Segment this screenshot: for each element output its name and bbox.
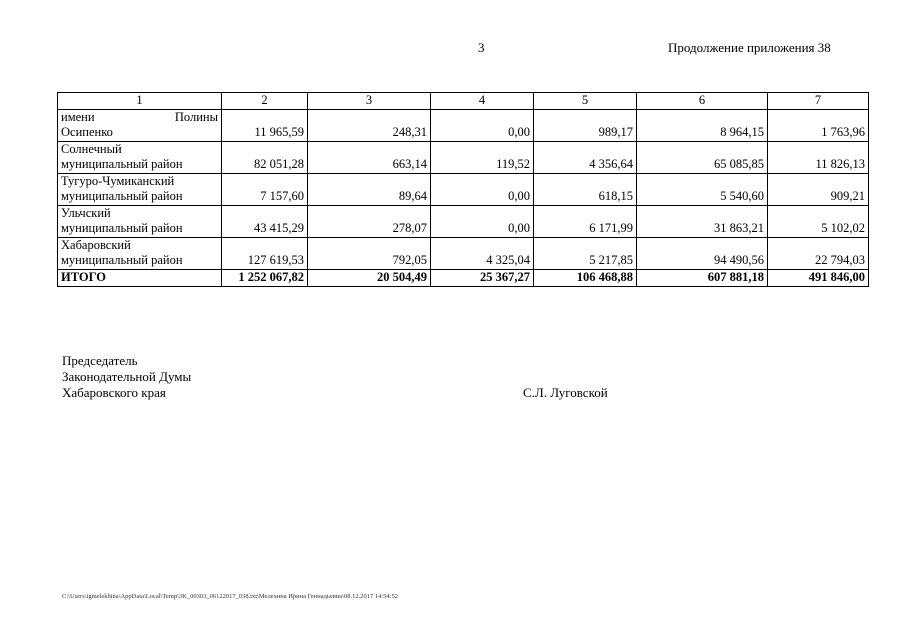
value-cell-col-4: 0,00	[431, 205, 534, 237]
signature-position: Председатель	[62, 353, 138, 368]
value-cell-col-5: 618,15	[534, 173, 637, 205]
value-cell-col-7: 1 763,96	[768, 109, 869, 141]
district-name-line: муниципальный район	[61, 221, 183, 235]
total-value-col-6: 607 881,18	[637, 269, 768, 286]
table-row	[58, 141, 869, 173]
district-name-line: Солнечный	[61, 141, 122, 156]
page-number: 3	[478, 40, 485, 55]
district-name-line: Хабаровский	[61, 237, 131, 252]
value-cell-col-3: 792,05	[308, 237, 431, 269]
total-value-col-4: 25 367,27	[431, 269, 534, 286]
table-row	[58, 237, 869, 269]
signature-organization: Законодательной Думы	[62, 369, 192, 384]
data-table	[57, 92, 869, 287]
value-cell-col-2: 82 051,28	[222, 141, 308, 173]
table-header-row	[58, 93, 869, 110]
table-body	[58, 93, 869, 287]
value-cell-col-3: 663,14	[308, 141, 431, 173]
total-label: ИТОГО	[58, 269, 222, 286]
value-cell-col-7: 22 794,03	[768, 237, 869, 269]
value-cell-col-2: 43 415,29	[222, 205, 308, 237]
value-cell-col-3: 278,07	[308, 205, 431, 237]
value-cell-col-7: 909,21	[768, 173, 869, 205]
district-name-line: Осипенко	[61, 125, 113, 139]
value-cell-col-6: 65 085,85	[637, 141, 768, 173]
total-value-col-7: 491 846,00	[768, 269, 869, 286]
district-name-word: имени	[61, 109, 95, 124]
column-header-6: 6	[637, 93, 768, 110]
column-header-1: 1	[58, 93, 222, 110]
signer-name: С.Л. Луговской	[523, 385, 608, 400]
column-header-4: 4	[431, 93, 534, 110]
column-header-2: 2	[222, 93, 308, 110]
value-cell-col-3: 248,31	[308, 109, 431, 141]
signature-region: Хабаровского края	[62, 385, 166, 400]
table-row	[58, 173, 869, 205]
table-row	[58, 205, 869, 237]
value-cell-col-4: 119,52	[431, 141, 534, 173]
district-name-line: Ульчский	[61, 205, 111, 220]
continuation-note: Продолжение приложения 38	[668, 40, 831, 55]
value-cell-col-7: 11 826,13	[768, 141, 869, 173]
footer-file-path: C:\Users\igmelekhina\AppData\Local\Temp\3K_00303_06122017_038.txt\Мелехина Ирина Геннадьевна\08.12.2017 14:54:52	[62, 593, 398, 600]
column-header-5: 5	[534, 93, 637, 110]
value-cell-col-5: 5 217,85	[534, 237, 637, 269]
value-cell-col-2: 127 619,53	[222, 237, 308, 269]
district-name-line: муниципальный район	[61, 253, 183, 267]
value-cell-col-7: 5 102,02	[768, 205, 869, 237]
total-row	[58, 269, 869, 286]
total-value-col-2: 1 252 067,82	[222, 269, 308, 286]
district-name-word: Полины	[174, 109, 218, 124]
value-cell-col-5: 4 356,64	[534, 141, 637, 173]
value-cell-col-5: 6 171,99	[534, 205, 637, 237]
value-cell-col-6: 31 863,21	[637, 205, 768, 237]
district-name-cell	[58, 141, 222, 173]
value-cell-col-6: 8 964,15	[637, 109, 768, 141]
value-cell-col-5: 989,17	[534, 109, 637, 141]
value-cell-col-6: 5 540,60	[637, 173, 768, 205]
value-cell-col-4: 4 325,04	[431, 237, 534, 269]
value-cell-col-4: 0,00	[431, 173, 534, 205]
district-name-cell	[58, 109, 222, 141]
district-name-line: Тугуро-Чумиканский	[61, 173, 175, 188]
table-row	[58, 109, 869, 141]
total-value-col-5: 106 468,88	[534, 269, 637, 286]
district-name-line	[61, 110, 218, 126]
district-name-line: муниципальный район	[61, 189, 183, 203]
value-cell-col-4: 0,00	[431, 109, 534, 141]
value-cell-col-3: 89,64	[308, 173, 431, 205]
district-name-cell	[58, 237, 222, 269]
signature-block	[62, 353, 191, 401]
value-cell-col-2: 7 157,60	[222, 173, 308, 205]
column-header-7: 7	[768, 93, 869, 110]
district-name-cell	[58, 205, 222, 237]
column-header-3: 3	[308, 93, 431, 110]
district-name-line: муниципальный район	[61, 157, 183, 171]
value-cell-col-6: 94 490,56	[637, 237, 768, 269]
total-value-col-3: 20 504,49	[308, 269, 431, 286]
value-cell-col-2: 11 965,59	[222, 109, 308, 141]
district-name-cell	[58, 173, 222, 205]
